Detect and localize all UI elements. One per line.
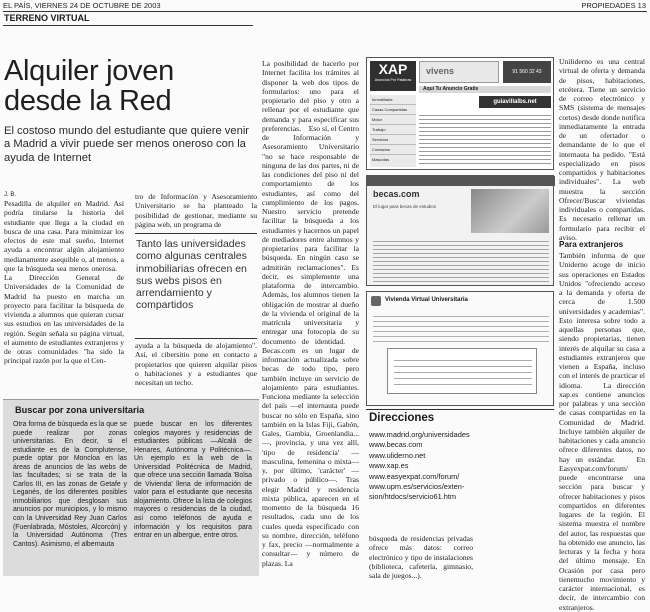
becas-brand: becas.com (373, 189, 420, 199)
upm-text-placeholder-1 (373, 312, 549, 342)
directions-link[interactable]: www.uliderno.net (369, 450, 426, 460)
xap-logo-sub: Anuncios Por Palabras (374, 78, 412, 82)
page-header-left: EL PAÍS, VIERNES 24 DE OCTUBRE DE 2003 (3, 1, 161, 10)
xap-menu-item[interactable]: Mascotas (372, 157, 390, 162)
upm-form-box (387, 348, 537, 394)
page-header-right: PROPIEDADES 13 (581, 1, 646, 10)
screenshot-xap-site (366, 57, 554, 170)
xap-content-placeholder (419, 112, 551, 167)
becas-caption: El lugar para becas de estudios (373, 204, 437, 209)
article-col5-top: Uniliderno es una central virtual de oferta y demanda de pisos, habitaciones, etcétera. Tiene un servicio de correo electrónico y SMS (sistema de mensajes cortos) desde donde notifica inmediatamente la entrada de un ofertador o demandante de lo que el internauta ha pedido. "Está especializado en pisos compartidos y habitaciones individuales". La web muestra la sección Ofrecer/Buscar viviendas individuales o compartidas. Es necesario rellenar un formulario para recibir el aviso. (559, 57, 645, 242)
article-col3: La posibilidad de hacerlo por Internet facilita los trámites al disponer la web dos tipos de formularios: uno para el propietario del piso y otro a rellenar por el estudiante que demanda y para especificar sus preferencias. Eso sí, el Centro de Información y Asesoramiento Universitario "no se hace responsable de ninguna de las dos partes, ni de las condiciones del piso ni del comportamiento de los estudiantes, así como del cumplimiento de los pagos. Nuestro servicio pretende facilitar la búsqueda a los estudiantes y hacernos un papel de mediadores entre alumnos y propietarios para facilitar la búsqueda. En ningún caso se admitirán reclamaciones". Es decir, es simplemente una plataforma de intercambio. Además, los alumnos tienen la obligación de mostrar al dueño de la vivienda el original de la matrícula universitaria y entregar una fotocopia de su documento de identidad. Becas.com es un lugar de información actualizada sobre becas de todo tipo, pero también incluye un servicio de alojamiento para estudiantes. Funciona mediante la selección del país —el internauta puede buscar no sólo en España, sino también en la Islas Fiji, Gabón, Gales, Gambia, Groenlandia...—, provincia, y una vez allí, 'tipo de residencia' —masculina, femenina o mixta— y, por último, 'carácter' —privado o público—. Tras elegir Madrid y residencia mixta pública, aparecen en el momento de la búsqueda 16 resultados, cada uno de los cuales queda especificado con su nombre, dirección, teléfono y fax, precio —normalmente a consultar— y número de plazas. La (262, 59, 359, 568)
sidebar-box (3, 399, 259, 576)
xap-banner (419, 61, 499, 83)
directions-link[interactable]: www.xap.es (369, 461, 409, 471)
sidebar-heading: Buscar por zona universitaria (15, 405, 145, 415)
article-title-line2: desde la Red (4, 85, 172, 117)
becas-text-placeholder (373, 238, 549, 282)
article-col2-top: tro de Información y Asesoramiento Universitario se ha planteado la posibilidad de gestionar, mediante su página web, un programa de (135, 192, 257, 229)
xap-url: guiavillalbs.net (493, 99, 537, 105)
xap-url-bar (479, 96, 551, 108)
directions-link[interactable]: www.easyexpat.com/forum/ (369, 471, 460, 481)
article-col2-bottom: ayuda a la búsqueda de alojamiento". Así, el cibersitio pone en contacto a propietarios que quieren alquilar pisos o habitaciones y a estudiantes que necesitan un techo. (135, 341, 257, 387)
header-rule (3, 11, 647, 12)
xap-menu (370, 95, 416, 167)
pullquote: Tanto las universidades como algunas centrales inmobiliarias ofrecen en sus webs pisos en arrendamiento y compartidos (136, 238, 247, 312)
screenshot-upm-site (366, 291, 554, 406)
sidebar-col2: puede buscar en los diferentes colegios mayores y residencias de estudiantes públicas —Alcalá de Henares, Autónoma y Politécnica—. Un ejemplo es la web de la Universidad Politécnica de Madrid, que ofrece una sección llamada 'Bolsa de Vivienda' llena de información de valor para el estudiante que necesita alojamiento. Ofrece la lista de colegios mayores o residencias de la ciudad, así como teléfonos de ayuda e información y los requisitos para entrar en un albergue, entre otros. (134, 421, 252, 540)
upm-heading: Vivienda Virtual Universitaria (385, 297, 468, 303)
article-col5-bottom: También informa de que Uniderno acoge de inicio sus operaciones en Estados Unidos "ofreciendo acceso a la demanda y oferta de cerca de 1.500 universidades y academias". Esto interesa sobre todo a aquellas personas que, siendo propietarias, tienen interés de alquilar su casa a estudiantes extranjeros que vienen a España, incluso con el interés de practicar el idioma. La dirección xap.es contiene anuncios por palabras y una sección de casas compartidas en la Comunidad de Madrid. Incluye también alquiler de habitaciones y cada anuncio ofrece diferentes datos, no hay un estándar. En Easyexpat.com/forum/ puede encontrarse una sección para buscar y ofrecer habitaciones y pisos compartidos en diferentes lugares de la región. El sistema muestra el nombre del autor, las respuestas que ha obtenido ese anuncio, las lecturas y la fecha y hora del último mensaje. En Ocasión por casa pero tienemucho movimiento y carácter internacional, es decir, de intercambio con extranjeros. (559, 251, 645, 612)
section-rule (3, 25, 253, 26)
upm-icon (371, 296, 381, 306)
xap-phone: 91 560 32 43 (512, 69, 542, 75)
xap-menu-item[interactable]: Servicios (370, 135, 416, 145)
col5-subheading: Para extranjeros (559, 240, 624, 249)
directions-rule (366, 409, 554, 410)
xap-menu-item[interactable]: Trabajo (370, 125, 416, 135)
screenshot-becas-site (366, 175, 554, 286)
becas-top-bar (367, 176, 555, 186)
directions-link[interactable]: sion/htdocs/servicio61.htm (369, 492, 457, 502)
directions-link[interactable]: www.upm.es/servicios/exten- (369, 482, 465, 492)
becas-image (471, 189, 549, 233)
directions-link[interactable]: www.becas.com (369, 440, 423, 450)
article-subtitle: El costoso mundo del estudiante que quiere venir a Madrid a vivir puede ser menos oneroso con la ayuda de Internet (4, 125, 250, 164)
directions-list (369, 430, 555, 503)
byline: J. B. (4, 192, 17, 198)
sidebar-col1: Otra forma de búsqueda es la que se puede realizar por zonas universitarias. En decir, si el estudiante es de la Complutense, puede optar por Moncloa en las áreas de anuncios de las webs de las facultades; si se trata de la Carlos III, en las zonas de Getafe y Leganés, de los diferentes posibles inmobiliarios que desglosan sus anuncios por municipios, y lo mismo con la Universidad Rey Juan Carlos (Fuenlabrada, Móstoles, Alcorcón) y la Universidad Autónoma (Tres Cantos). Asimismo, el albernauta (13, 421, 127, 548)
xap-menu-item[interactable]: Casas Compartidas (370, 105, 416, 115)
article-title-line1: Alquiler joven (4, 55, 174, 87)
directions-link[interactable]: www.madrid.org/universidades (369, 430, 470, 439)
xap-logo: XAP (378, 61, 408, 77)
article-col1: Pesadilla de alquiler en Madrid. Así podría titularse la historia del estudiante que llega a la ciudad en busca de una casa. Para minimizar los efectos de este mal sueño, Internet ayuda a encontrar algún alojamiento medianamente asequible o, al menos, a que la búsqueda sea menos onerosa. La Dirección General de Universidades de la Comunidad de Madrid ha puesto en marcha un proyecto para facilitar la búsqueda de vivienda a alumnos que quieran cursar sus estudios en las universidades de la región. Según señala su página virtual, el aumento de estudiantes extranjeros y de otras comunidades "ha sido la principal razón por la que el Cen- (4, 199, 124, 366)
xap-menu-item[interactable]: Inmobiliaria (370, 95, 416, 105)
xap-tagline: Aquí Tu Anuncio Gratis (419, 86, 551, 93)
xap-phone-box (503, 61, 551, 83)
xap-logo-block (370, 61, 416, 91)
pullquote-rule-bottom (135, 338, 257, 339)
xap-banner-text: vivens (426, 66, 455, 76)
xap-menu-item[interactable]: Motor (370, 115, 416, 125)
article-title (4, 56, 174, 116)
xap-menu-item[interactable]: Contactos (370, 145, 416, 155)
directions-heading: Direcciones (369, 412, 435, 424)
article-col4: búsqueda de residencias privadas ofrece más datos: correo electrónico y tipo de instalaciones (biblioteca, cafetería, gimnasio, sala de juegos...). (369, 534, 473, 580)
pullquote-rule-top (135, 233, 257, 234)
section-label: TERRENO VIRTUAL (4, 13, 90, 23)
